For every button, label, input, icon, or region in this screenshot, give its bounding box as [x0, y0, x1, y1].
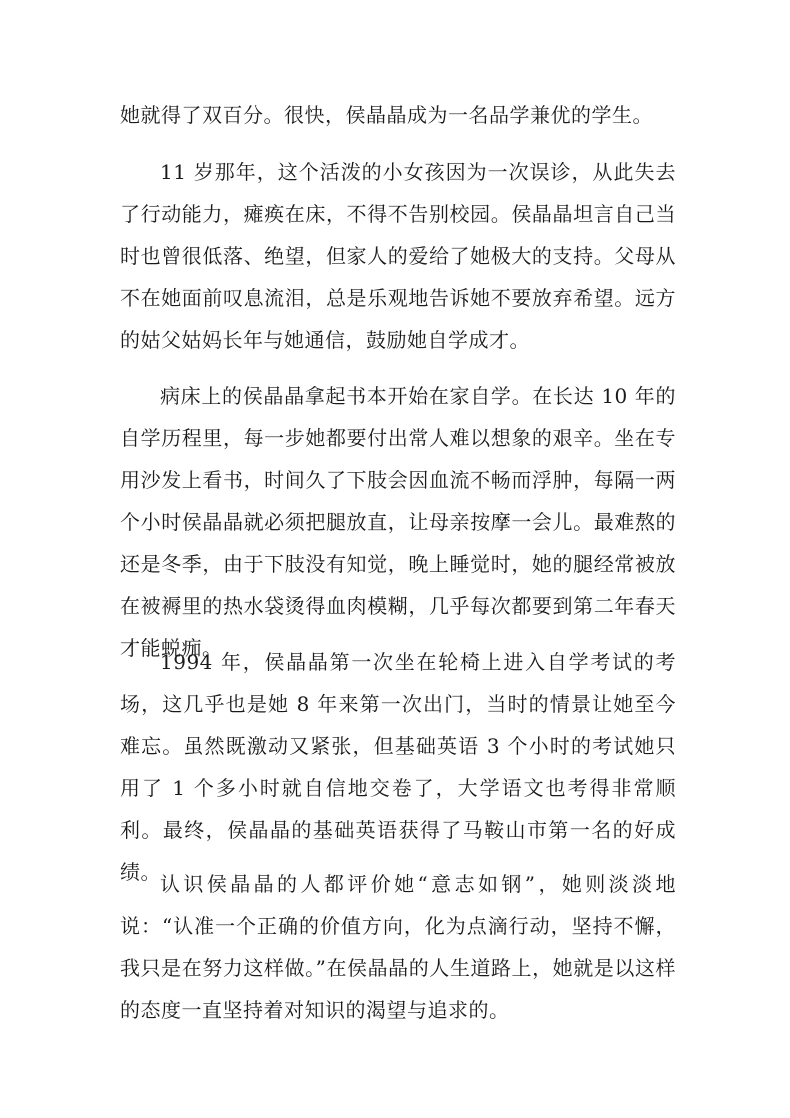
paragraph-illness — [120, 151, 676, 361]
paragraph-text: 她就得了双百分。很快，侯晶晶成为一名品学兼优的学生。 — [120, 103, 653, 127]
paragraph-text: 病床上的侯晶晶拿起书本开始在家自学。在长达 10 年的自学历程里，每一步她都要付出常人难以想象的艰辛。坐在专用沙发上看书，时间久了下肢会因血流不畅而浮肿，每隔一两个小时侯晶晶就必须把腿放直，让母亲按摩一会儿。最难熬的还是冬季，由于下肢没有知觉，晚上睡觉时，她的腿经常被放在被褥里的热水袋烫得血肉模糊，几乎每次都要到第二年春天才能蜕痂。 — [120, 384, 676, 660]
paragraph-continuation — [120, 94, 676, 136]
paragraph-will-of-steel — [120, 863, 676, 1031]
paragraph-self-study — [120, 375, 676, 669]
paragraph-text: 11 岁那年，这个活泼的小女孩因为一次误诊，从此失去了行动能力，瘫痪在床，不得不告别校园。侯晶晶坦言自己当时也曾很低落、绝望，但家人的爱给了她极大的支持。父母从不在她面前叹息流泪，总是乐观地告诉她不要放弃希望。远方的姑父姑妈长年与她通信，鼓励她自学成才。 — [120, 160, 676, 352]
paragraph-text: 认识侯晶晶的人都评价她“意志如钢”，她则淡淡地说：“认准一个正确的价值方向，化为点滴行动，坚持不懈，我只是在努力这样做。”在侯晶晶的人生道路上，她就是以这样的态度一直坚持着对知识的渴望与追求的。 — [120, 872, 676, 1022]
paragraph-exam-1994 — [120, 641, 676, 893]
paragraph-text: 1994 年，侯晶晶第一次坐在轮椅上进入自学考试的考场，这几乎也是她 8 年来第一次出门，当时的情景让她至今难忘。虽然既激动又紧张，但基础英语 3 个小时的考试她只用了 1 个多小时就自信地交卷了，大学语文也考得非常顺利。最终，侯晶晶的基础英语获得了马鞍山市第一名的好成绩。 — [120, 650, 676, 884]
